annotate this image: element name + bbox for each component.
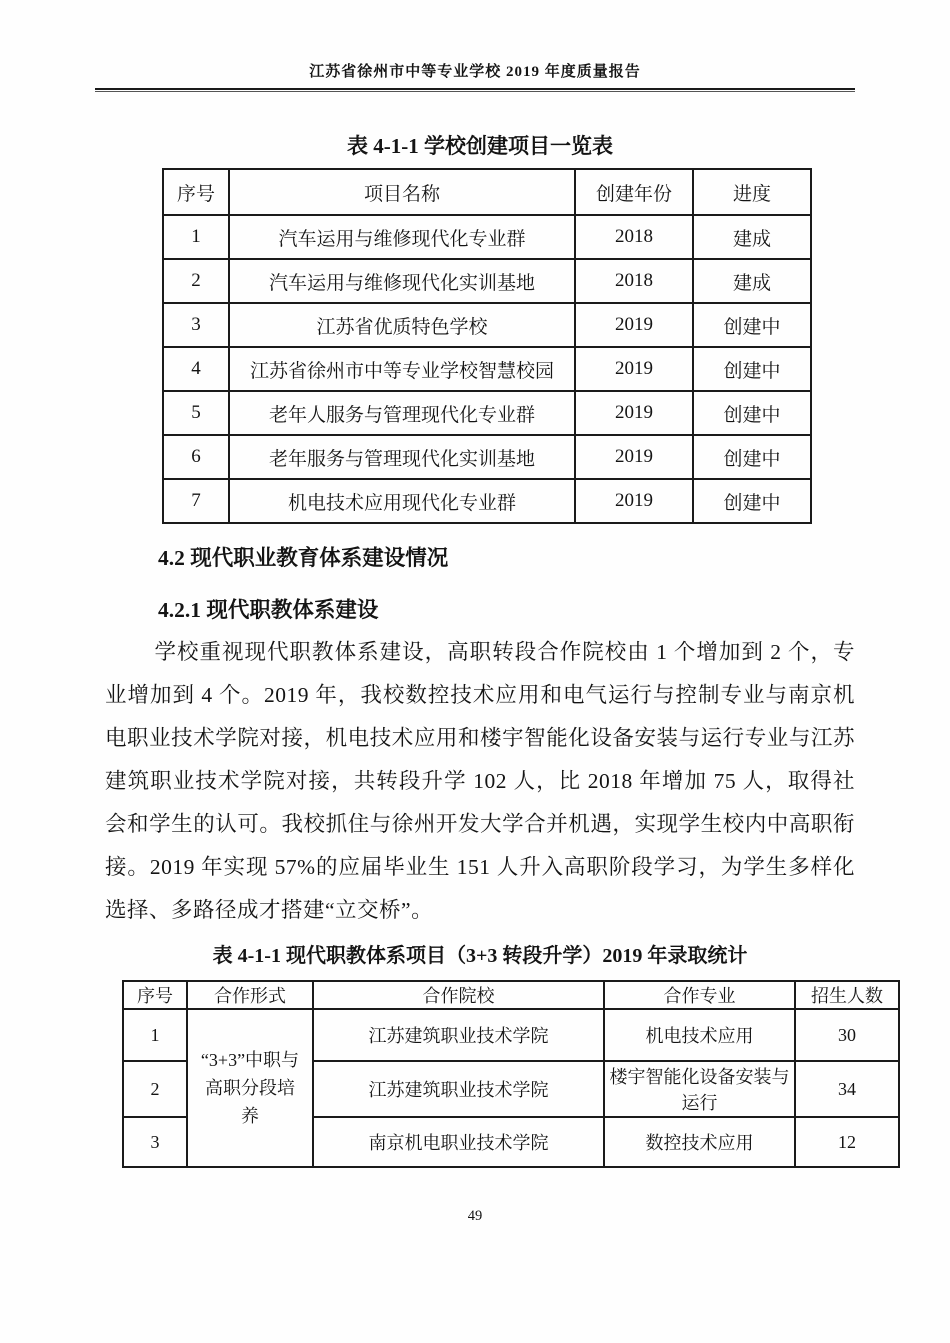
table-cell: 南京机电职业技术学院 xyxy=(313,1117,604,1167)
table-header-row xyxy=(163,169,811,215)
table-cell: 江苏省优质特色学校 xyxy=(229,303,575,347)
section-heading-4-2: 4.2 现代职业教育体系建设情况 xyxy=(158,546,449,570)
table-cell: 5 xyxy=(163,391,229,435)
table-cell: 6 xyxy=(163,435,229,479)
table-cell: 2019 xyxy=(575,435,693,479)
table-cell: 2 xyxy=(123,1061,187,1117)
page-footer xyxy=(0,1208,950,1225)
page-header xyxy=(95,60,855,92)
column-header-project: 项目名称 xyxy=(229,169,575,215)
page-content xyxy=(105,130,883,1168)
column-header-school: 合作院校 xyxy=(313,981,604,1009)
body-paragraph: 学校重视现代职教体系建设，高职转段合作院校由 1 个增加到 2 个，专业增加到 4 个。2019 年，我校数控技术应用和电气运行与控制专业与南京机电职业技术学院对接，机电技术应用和楼宇智能化设备安装与运行专业与江苏建筑职业技术学院对接，共转段升学 102 人，比 2018 年增加 75 人，取得社会和学生的认可。我校抓住与徐州开发大学合并机遇，实现学生校内中高职衔接。2019 年实现 57%的应届毕业生 151 人升入高职阶段学习，为学生多样化选择、多路径成才搭建“立交桥”。 xyxy=(105,640,855,922)
table-cell: 7 xyxy=(163,479,229,523)
table-row xyxy=(163,215,811,259)
column-header-no: 序号 xyxy=(163,169,229,215)
table-row xyxy=(163,347,811,391)
table-cell: 机电技术应用 xyxy=(604,1009,795,1061)
table-cell: 4 xyxy=(163,347,229,391)
running-header-title: 江苏省徐州市中等专业学校 2019 年度质量报告 xyxy=(309,64,641,80)
table-cell: 2019 xyxy=(575,479,693,523)
table-cell: 汽车运用与维修现代化专业群 xyxy=(229,215,575,259)
table-cell: 老年服务与管理现代化实训基地 xyxy=(229,435,575,479)
table-row xyxy=(163,479,811,523)
page-number: 49 xyxy=(467,1208,483,1224)
section-heading-4-2-1: 4.2.1 现代职教体系建设 xyxy=(158,598,379,622)
table-cell: 2019 xyxy=(575,391,693,435)
column-header-major: 合作专业 xyxy=(604,981,795,1009)
table-cell: 2019 xyxy=(575,347,693,391)
table-cell: 江苏建筑职业技术学院 xyxy=(313,1061,604,1117)
table-cell: 老年人服务与管理现代化专业群 xyxy=(229,391,575,435)
table-cell: 创建中 xyxy=(693,303,811,347)
table-cell: 机电技术应用现代化专业群 xyxy=(229,479,575,523)
table-row xyxy=(163,391,811,435)
column-header-form: 合作形式 xyxy=(187,981,313,1009)
table-cell: 建成 xyxy=(693,259,811,303)
table-cell: 2018 xyxy=(575,259,693,303)
table-cell: 江苏省徐州市中等专业学校智慧校园 xyxy=(229,347,575,391)
table-row xyxy=(163,303,811,347)
enrollment-stats-table xyxy=(122,980,900,1168)
merged-cooperation-form-cell: “3+3”中职与高职分段培养 xyxy=(187,1009,313,1167)
table-cell: 汽车运用与维修现代化实训基地 xyxy=(229,259,575,303)
table-cell: 创建中 xyxy=(693,391,811,435)
table-cell: 3 xyxy=(163,303,229,347)
table-cell: 创建中 xyxy=(693,435,811,479)
table-cell: 1 xyxy=(123,1009,187,1061)
table-cell: 数控技术应用 xyxy=(604,1117,795,1167)
table-row xyxy=(163,435,811,479)
table-cell: 创建中 xyxy=(693,347,811,391)
table-cell: 34 xyxy=(795,1061,899,1117)
column-header-year: 创建年份 xyxy=(575,169,693,215)
table-cell: 创建中 xyxy=(693,479,811,523)
table-header-row xyxy=(123,981,899,1009)
table-row xyxy=(163,259,811,303)
header-rule xyxy=(95,88,855,90)
school-projects-table xyxy=(162,168,812,524)
header-rule-secondary xyxy=(95,91,855,92)
column-header-progress: 进度 xyxy=(693,169,811,215)
table-cell: 2018 xyxy=(575,215,693,259)
table-cell: 建成 xyxy=(693,215,811,259)
table-cell: 12 xyxy=(795,1117,899,1167)
table-cell: 30 xyxy=(795,1009,899,1061)
table2-title: 表 4-1-1 现代职教体系项目（3+3 转段升学）2019 年录取统计 xyxy=(212,945,748,967)
table-cell: 2019 xyxy=(575,303,693,347)
column-header-no: 序号 xyxy=(123,981,187,1009)
table-cell: 江苏建筑职业技术学院 xyxy=(313,1009,604,1061)
table-cell: 楼宇智能化设备安装与运行 xyxy=(604,1061,795,1117)
table1-title: 表 4-1-1 学校创建项目一览表 xyxy=(347,134,613,158)
table-cell: 2 xyxy=(163,259,229,303)
table-cell: 1 xyxy=(163,215,229,259)
column-header-count: 招生人数 xyxy=(795,981,899,1009)
table-row xyxy=(123,1009,899,1061)
table-cell: 3 xyxy=(123,1117,187,1167)
